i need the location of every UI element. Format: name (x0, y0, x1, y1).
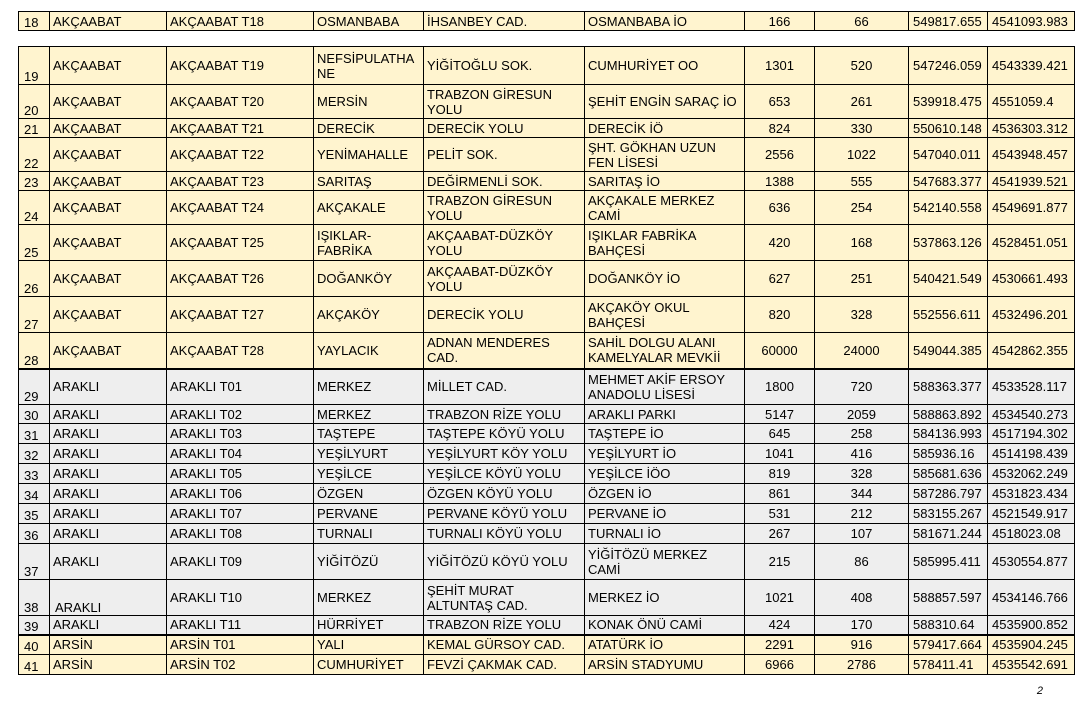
table-row (19, 12, 1075, 31)
y-coordinate-cell: 4532496.201 (988, 297, 1075, 333)
value2-cell: 254 (815, 191, 909, 225)
value2-cell: 24000 (815, 333, 909, 369)
code-cell: AKÇAABAT T23 (167, 172, 314, 191)
neighborhood-cell: YİĞİTÖZÜ (314, 544, 424, 580)
value2-cell: 258 (815, 424, 909, 444)
table-row (19, 333, 1075, 369)
street-cell: DERECİK YOLU (424, 297, 585, 333)
district-cell: ARAKLI (50, 544, 167, 580)
row-number-cell: 27 (19, 297, 50, 333)
district-cell: AKÇAABAT (50, 119, 167, 138)
value1-cell: 531 (745, 504, 815, 524)
location-cell: TURNALI İO (585, 524, 745, 544)
x-coordinate-cell: 542140.558 (909, 191, 988, 225)
y-coordinate-cell: 4530661.493 (988, 261, 1075, 297)
neighborhood-cell: MERSİN (314, 85, 424, 119)
neighborhood-cell: MERKEZ (314, 369, 424, 405)
street-cell: PERVANE KÖYÜ YOLU (424, 504, 585, 524)
street-cell: ÖZGEN KÖYÜ YOLU (424, 484, 585, 504)
row-number-cell: 22 (19, 138, 50, 172)
value2-cell: 520 (815, 47, 909, 85)
table-row (19, 297, 1075, 333)
street-cell: AKÇAABAT-DÜZKÖY YOLU (424, 225, 585, 261)
street-cell: DEĞİRMENLİ SOK. (424, 172, 585, 191)
district-cell: ARSİN (50, 655, 167, 675)
location-cell: KONAK ÖNÜ CAMİ (585, 616, 745, 635)
value2-cell: 170 (815, 616, 909, 635)
table-row (19, 225, 1075, 261)
row-number-cell: 23 (19, 172, 50, 191)
x-coordinate-cell: 588310.64 (909, 616, 988, 635)
value1-cell: 267 (745, 524, 815, 544)
district-cell: AKÇAABAT (50, 191, 167, 225)
value2-cell: 2786 (815, 655, 909, 675)
x-coordinate-cell: 547683.377 (909, 172, 988, 191)
neighborhood-cell: YALI (314, 635, 424, 655)
district-cell: ARAKLI (50, 464, 167, 484)
district-cell: ARAKLI (50, 616, 167, 635)
x-coordinate-cell: 550610.148 (909, 119, 988, 138)
code-cell: ARAKLI T07 (167, 504, 314, 524)
code-cell: ARAKLI T10 (167, 580, 314, 616)
value2-cell: 86 (815, 544, 909, 580)
value1-cell: 653 (745, 85, 815, 119)
district-cell: AKÇAABAT (50, 138, 167, 172)
x-coordinate-cell: 585936.16 (909, 444, 988, 464)
code-cell: AKÇAABAT T18 (167, 12, 314, 31)
district-cell: ARAKLI (50, 405, 167, 424)
value2-cell: 1022 (815, 138, 909, 172)
row-number-cell: 21 (19, 119, 50, 138)
table-row (19, 655, 1075, 675)
location-cell: YİĞİTÖZÜ MERKEZ CAMİ (585, 544, 745, 580)
location-cell: PERVANE İO (585, 504, 745, 524)
page-number: 2 (1036, 685, 1043, 697)
y-coordinate-cell: 4535904.245 (988, 635, 1075, 655)
value1-cell: 820 (745, 297, 815, 333)
value1-cell: 5147 (745, 405, 815, 424)
location-cell: OSMANBABA İO (585, 12, 745, 31)
code-cell: ARAKLI T01 (167, 369, 314, 405)
x-coordinate-cell: 579417.664 (909, 635, 988, 655)
district-cell: ARAKLI (50, 580, 167, 616)
street-cell: YİĞİTÖZÜ KÖYÜ YOLU (424, 544, 585, 580)
x-coordinate-cell: 547246.059 (909, 47, 988, 85)
y-coordinate-cell: 4528451.051 (988, 225, 1075, 261)
y-coordinate-cell: 4549691.877 (988, 191, 1075, 225)
value1-cell: 424 (745, 616, 815, 635)
table-row (19, 635, 1075, 655)
district-cell: AKÇAABAT (50, 12, 167, 31)
row-number-cell: 19 (19, 47, 50, 85)
code-cell: AKÇAABAT T21 (167, 119, 314, 138)
street-cell: MİLLET CAD. (424, 369, 585, 405)
street-cell: YİĞİTOĞLU SOK. (424, 47, 585, 85)
y-coordinate-cell: 4536303.312 (988, 119, 1075, 138)
neighborhood-cell: SARITAŞ (314, 172, 424, 191)
table-row (19, 191, 1075, 225)
table-row (19, 444, 1075, 464)
code-cell: AKÇAABAT T20 (167, 85, 314, 119)
code-cell: AKÇAABAT T24 (167, 191, 314, 225)
code-cell: ARSİN T01 (167, 635, 314, 655)
code-cell: AKÇAABAT T27 (167, 297, 314, 333)
value2-cell: 416 (815, 444, 909, 464)
value2-cell: 916 (815, 635, 909, 655)
location-cell: TAŞTEPE İO (585, 424, 745, 444)
row-number-cell: 18 (19, 12, 50, 31)
location-cell: DOĞANKÖY İO (585, 261, 745, 297)
row-number-cell: 36 (19, 524, 50, 544)
table-row (19, 119, 1075, 138)
row-number-cell: 32 (19, 444, 50, 464)
table-row (19, 616, 1075, 635)
neighborhood-cell: YAYLACIK (314, 333, 424, 369)
location-cell: SAHİL DOLGU ALANI KAMELYALAR MEVKİİ (585, 333, 745, 369)
value2-cell: 107 (815, 524, 909, 544)
neighborhood-cell: AKÇAKALE (314, 191, 424, 225)
location-cell: YEŞİLCE İÖO (585, 464, 745, 484)
x-coordinate-cell: 588857.597 (909, 580, 988, 616)
value1-cell: 861 (745, 484, 815, 504)
table-row (19, 47, 1075, 85)
district-cell: AKÇAABAT (50, 297, 167, 333)
row-number-cell: 29 (19, 369, 50, 405)
neighborhood-cell: IŞIKLAR-FABRİKA (314, 225, 424, 261)
row-number-cell: 20 (19, 85, 50, 119)
x-coordinate-cell: 585681.636 (909, 464, 988, 484)
y-coordinate-cell: 4531823.434 (988, 484, 1075, 504)
location-cell: AKÇAKALE MERKEZ CAMİ (585, 191, 745, 225)
value1-cell: 645 (745, 424, 815, 444)
x-coordinate-cell: 549044.385 (909, 333, 988, 369)
location-cell: YEŞİLYURT İO (585, 444, 745, 464)
y-coordinate-cell: 4541093.983 (988, 12, 1075, 31)
row-number-cell: 31 (19, 424, 50, 444)
row-number-cell: 34 (19, 484, 50, 504)
location-cell: MEHMET AKİF ERSOY ANADOLU LİSESİ (585, 369, 745, 405)
table-row (19, 261, 1075, 297)
district-cell: AKÇAABAT (50, 333, 167, 369)
value1-cell: 166 (745, 12, 815, 31)
row-number-cell: 25 (19, 225, 50, 261)
row-number-cell: 41 (19, 655, 50, 675)
neighborhood-cell: YENİMAHALLE (314, 138, 424, 172)
street-cell: YEŞİLCE KÖYÜ YOLU (424, 464, 585, 484)
x-coordinate-cell: 585995.411 (909, 544, 988, 580)
y-coordinate-cell: 4543948.457 (988, 138, 1075, 172)
neighborhood-cell: CUMHURİYET (314, 655, 424, 675)
row-number-cell: 40 (19, 635, 50, 655)
district-cell: ARAKLI (50, 524, 167, 544)
code-cell: ARAKLI T08 (167, 524, 314, 544)
x-coordinate-cell: 537863.126 (909, 225, 988, 261)
neighborhood-cell: PERVANE (314, 504, 424, 524)
y-coordinate-cell: 4533528.117 (988, 369, 1075, 405)
location-cell: SARITAŞ İO (585, 172, 745, 191)
y-coordinate-cell: 4514198.439 (988, 444, 1075, 464)
row-number-cell: 33 (19, 464, 50, 484)
value2-cell: 408 (815, 580, 909, 616)
y-coordinate-cell: 4542862.355 (988, 333, 1075, 369)
neighborhood-cell: YEŞİLCE (314, 464, 424, 484)
neighborhood-cell: TAŞTEPE (314, 424, 424, 444)
value1-cell: 1021 (745, 580, 815, 616)
y-coordinate-cell: 4534540.273 (988, 405, 1075, 424)
street-cell: ADNAN MENDERES CAD. (424, 333, 585, 369)
value1-cell: 1388 (745, 172, 815, 191)
x-coordinate-cell: 540421.549 (909, 261, 988, 297)
value2-cell: 328 (815, 297, 909, 333)
street-cell: TRABZON GİRESUN YOLU (424, 85, 585, 119)
table-row (19, 424, 1075, 444)
code-cell: ARAKLI T06 (167, 484, 314, 504)
value2-cell: 66 (815, 12, 909, 31)
neighborhood-cell: HÜRRİYET (314, 616, 424, 635)
table-row (19, 405, 1075, 424)
neighborhood-cell: YEŞİLYURT (314, 444, 424, 464)
value1-cell: 60000 (745, 333, 815, 369)
code-cell: AKÇAABAT T26 (167, 261, 314, 297)
street-cell: TRABZON RİZE YOLU (424, 616, 585, 635)
value2-cell: 344 (815, 484, 909, 504)
district-cell: AKÇAABAT (50, 85, 167, 119)
x-coordinate-cell: 583155.267 (909, 504, 988, 524)
x-coordinate-cell: 588863.892 (909, 405, 988, 424)
value2-cell: 328 (815, 464, 909, 484)
row-number-cell: 38 (19, 580, 50, 616)
district-cell: ARSİN (50, 635, 167, 655)
location-cell: IŞIKLAR FABRİKA BAHÇESİ (585, 225, 745, 261)
district-cell: AKÇAABAT (50, 172, 167, 191)
row-number-cell: 30 (19, 405, 50, 424)
row-number-cell: 24 (19, 191, 50, 225)
row-number-cell: 39 (19, 616, 50, 635)
location-cell: ATATÜRK İO (585, 635, 745, 655)
street-cell: AKÇAABAT-DÜZKÖY YOLU (424, 261, 585, 297)
street-cell: KEMAL GÜRSOY CAD. (424, 635, 585, 655)
street-cell: PELİT SOK. (424, 138, 585, 172)
district-cell: ARAKLI (50, 504, 167, 524)
district-cell: ARAKLI (50, 484, 167, 504)
code-cell: AKÇAABAT T28 (167, 333, 314, 369)
street-cell: FEVZİ ÇAKMAK CAD. (424, 655, 585, 675)
table-row (19, 369, 1075, 405)
value2-cell: 168 (815, 225, 909, 261)
y-coordinate-cell: 4541939.521 (988, 172, 1075, 191)
value1-cell: 1301 (745, 47, 815, 85)
y-coordinate-cell: 4543339.421 (988, 47, 1075, 85)
value1-cell: 2291 (745, 635, 815, 655)
value1-cell: 636 (745, 191, 815, 225)
district-cell: AKÇAABAT (50, 47, 167, 85)
code-cell: ARAKLI T02 (167, 405, 314, 424)
street-cell: TRABZON GİRESUN YOLU (424, 191, 585, 225)
location-cell: DERECİK İÖ (585, 119, 745, 138)
top-table (18, 11, 1075, 31)
district-cell: AKÇAABAT (50, 261, 167, 297)
value1-cell: 824 (745, 119, 815, 138)
x-coordinate-cell: 552556.611 (909, 297, 988, 333)
value2-cell: 251 (815, 261, 909, 297)
value1-cell: 6966 (745, 655, 815, 675)
code-cell: AKÇAABAT T22 (167, 138, 314, 172)
row-number-cell: 35 (19, 504, 50, 524)
neighborhood-cell: MERKEZ (314, 405, 424, 424)
location-cell: ŞEHİT ENGİN SARAÇ İO (585, 85, 745, 119)
location-cell: AKÇAKÖY OKUL BAHÇESİ (585, 297, 745, 333)
x-coordinate-cell: 588363.377 (909, 369, 988, 405)
table-row (19, 172, 1075, 191)
value1-cell: 819 (745, 464, 815, 484)
table-row (19, 85, 1075, 119)
table-row (19, 544, 1075, 580)
value1-cell: 627 (745, 261, 815, 297)
location-cell: ŞHT. GÖKHAN UZUN FEN LİSESİ (585, 138, 745, 172)
neighborhood-cell: DOĞANKÖY (314, 261, 424, 297)
table-row (19, 138, 1075, 172)
neighborhood-cell: AKÇAKÖY (314, 297, 424, 333)
district-cell: AKÇAABAT (50, 225, 167, 261)
street-cell: TAŞTEPE KÖYÜ YOLU (424, 424, 585, 444)
y-coordinate-cell: 4532062.249 (988, 464, 1075, 484)
x-coordinate-cell: 539918.475 (909, 85, 988, 119)
table-row (19, 464, 1075, 484)
y-coordinate-cell: 4551059.4 (988, 85, 1075, 119)
value2-cell: 212 (815, 504, 909, 524)
neighborhood-cell: NEFSİPULATHA NE (314, 47, 424, 85)
location-cell: ARSİN STADYUMU (585, 655, 745, 675)
y-coordinate-cell: 4518023.08 (988, 524, 1075, 544)
street-cell: DERECİK YOLU (424, 119, 585, 138)
x-coordinate-cell: 581671.244 (909, 524, 988, 544)
value1-cell: 215 (745, 544, 815, 580)
street-cell: İHSANBEY CAD. (424, 12, 585, 31)
value1-cell: 2556 (745, 138, 815, 172)
table-row (19, 504, 1075, 524)
code-cell: ARAKLI T11 (167, 616, 314, 635)
neighborhood-cell: DERECİK (314, 119, 424, 138)
y-coordinate-cell: 4534146.766 (988, 580, 1075, 616)
street-cell: ŞEHİT MURAT ALTUNTAŞ CAD. (424, 580, 585, 616)
code-cell: ARAKLI T05 (167, 464, 314, 484)
location-cell: ÖZGEN İO (585, 484, 745, 504)
row-number-cell: 26 (19, 261, 50, 297)
value1-cell: 1800 (745, 369, 815, 405)
row-number-cell: 28 (19, 333, 50, 369)
y-coordinate-cell: 4535542.691 (988, 655, 1075, 675)
code-cell: AKÇAABAT T19 (167, 47, 314, 85)
street-cell: TRABZON RİZE YOLU (424, 405, 585, 424)
code-cell: AKÇAABAT T25 (167, 225, 314, 261)
value2-cell: 330 (815, 119, 909, 138)
table-row (19, 524, 1075, 544)
neighborhood-cell: TURNALI (314, 524, 424, 544)
code-cell: ARAKLI T03 (167, 424, 314, 444)
district-cell: ARAKLI (50, 424, 167, 444)
x-coordinate-cell: 549817.655 (909, 12, 988, 31)
code-cell: ARAKLI T04 (167, 444, 314, 464)
district-cell: ARAKLI (50, 444, 167, 464)
district-cell: ARAKLI (50, 369, 167, 405)
table-row (19, 580, 1075, 616)
x-coordinate-cell: 587286.797 (909, 484, 988, 504)
y-coordinate-cell: 4521549.917 (988, 504, 1075, 524)
code-cell: ARSİN T02 (167, 655, 314, 675)
x-coordinate-cell: 578411.41 (909, 655, 988, 675)
street-cell: YEŞİLYURT KÖY YOLU (424, 444, 585, 464)
table-row (19, 484, 1075, 504)
value2-cell: 261 (815, 85, 909, 119)
data-table (18, 46, 1075, 675)
code-cell: ARAKLI T09 (167, 544, 314, 580)
row-number-cell: 37 (19, 544, 50, 580)
y-coordinate-cell: 4535900.852 (988, 616, 1075, 635)
neighborhood-cell: ÖZGEN (314, 484, 424, 504)
value1-cell: 420 (745, 225, 815, 261)
value1-cell: 1041 (745, 444, 815, 464)
y-coordinate-cell: 4530554.877 (988, 544, 1075, 580)
location-cell: MERKEZ İO (585, 580, 745, 616)
x-coordinate-cell: 547040.011 (909, 138, 988, 172)
value2-cell: 720 (815, 369, 909, 405)
x-coordinate-cell: 584136.993 (909, 424, 988, 444)
street-cell: TURNALI KÖYÜ YOLU (424, 524, 585, 544)
y-coordinate-cell: 4517194.302 (988, 424, 1075, 444)
value2-cell: 555 (815, 172, 909, 191)
location-cell: ARAKLI PARKI (585, 405, 745, 424)
location-cell: CUMHURİYET OO (585, 47, 745, 85)
neighborhood-cell: MERKEZ (314, 580, 424, 616)
neighborhood-cell: OSMANBABA (314, 12, 424, 31)
value2-cell: 2059 (815, 405, 909, 424)
